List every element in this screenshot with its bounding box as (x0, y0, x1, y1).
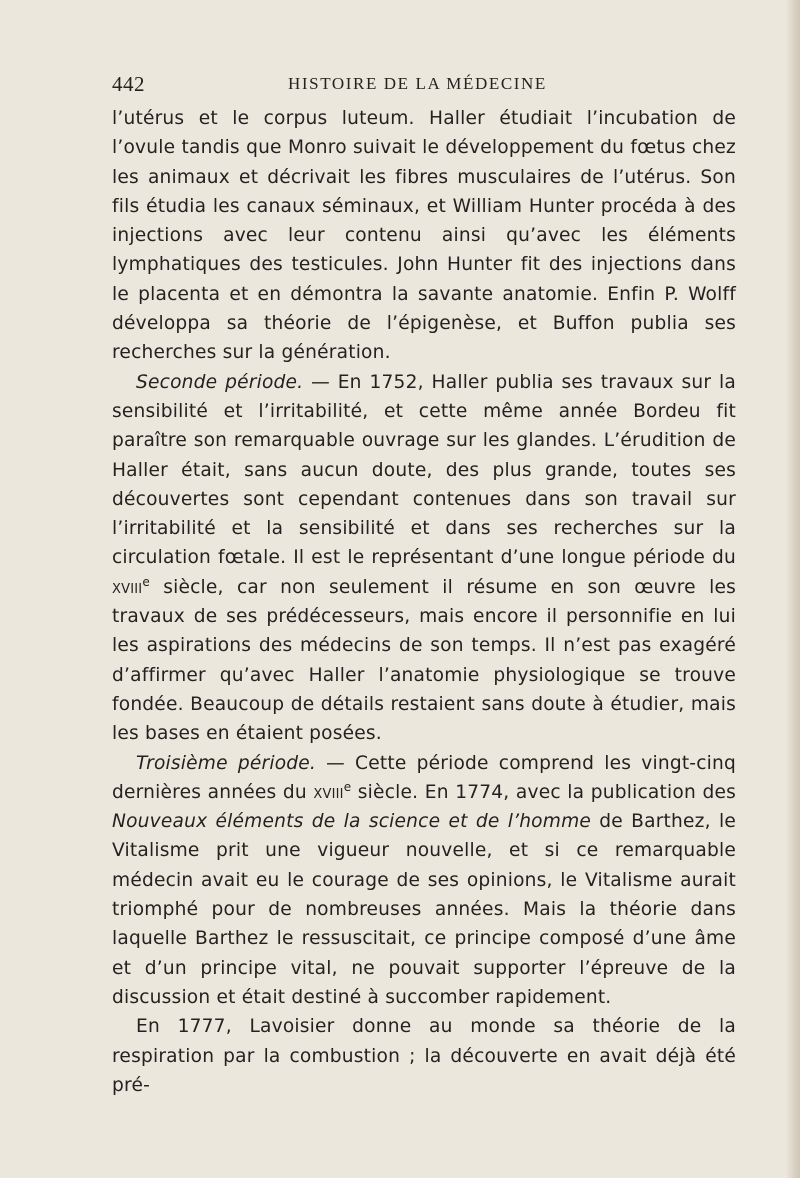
paragraph-2-text-a: — En 1752, Haller publia ses travaux sur la sensibilité et l’irritabilité, et cette même année Bordeu fit paraître son remarquable ouvrage sur les glandes. L’érudition de Haller était, sans aucun doute, des plus grande, toutes ses découvertes sont cependant contenues dans son travail sur l’irritabilité et la sensibilité et dans ses recherches sur la circulation fœtale. Il est le représentant d’une longue période du (112, 371, 736, 569)
paragraph-2 (112, 368, 736, 749)
paragraph-4: En 1777, Lavoisier donne au monde sa théorie de la respiration par la combustion ; la découverte en avait déjà été pré- (112, 1016, 736, 1096)
century-numeral: xviii (112, 576, 143, 598)
century-numeral: xviii (313, 781, 344, 803)
paragraph-3-text-c: de Barthez, le Vitalisme prit une vigueur nouvelle, et si ce remarquable médecin avait eu le courage de ses opinions, le Vitalisme aurait triomphé pour de nombreuses années. Mais la théorie dans laquelle Barthez le ressuscitait, ce principe composé d’une âme et d’un principe vital, ne pouvait supporter l’épreuve de la discussion et était destiné à succomber rapidement. (112, 811, 736, 1008)
paragraph-2-text-b: siècle, car non seulement il résume en son œuvre les travaux de ses prédécesseurs, mais encore il personnifie en lui les aspirations des médecins de son temps. Il n’est pas exagéré d’affirmer qu’avec Haller l’anatomie physiologique se trouve fondée. Beaucoup de détails restaient sans doute à étudier, mais les bases en étaient posées. (112, 576, 736, 745)
paragraph-3-text-a: — Cette période comprend les vingt-cinq dernières années du (112, 752, 736, 803)
body-text (112, 104, 736, 1100)
paragraph-3 (112, 749, 736, 1013)
page-edge-shadow (786, 0, 800, 1178)
paragraph-1: l’utérus et le corpus luteum. Haller étudiait l’incubation de l’ovule tandis que Monro suivait le développement du fœtus chez les animaux et décrivait les fibres musculaires de l’utérus. Son fils étudia les canaux séminaux, et William Hunter procéda à des injections avec leur contenu ainsi qu’avec les éléments lymphatiques des testicules. John Hunter fit des injections dans le placenta et en démontra la savante anatomie. Enfin P. Wolff développa sa théorie de l’épigenèse, et Buffon publia ses recherches sur la génération. (112, 108, 736, 364)
century-superscript: e (343, 779, 352, 794)
century-superscript: e (142, 574, 150, 589)
section-lead-troisieme-periode: Troisième période. (136, 752, 317, 774)
section-lead-seconde-periode: Seconde période. (136, 371, 304, 393)
running-title: HISTOIRE DE LA MÉDECINE (288, 74, 547, 93)
paragraph-3-text-b: siècle. En 1774, avec la publication des (351, 781, 736, 803)
book-title: Nouveaux éléments de la science et de l’homme (112, 811, 592, 833)
page-header (112, 72, 716, 100)
page-number: 442 (112, 72, 145, 96)
